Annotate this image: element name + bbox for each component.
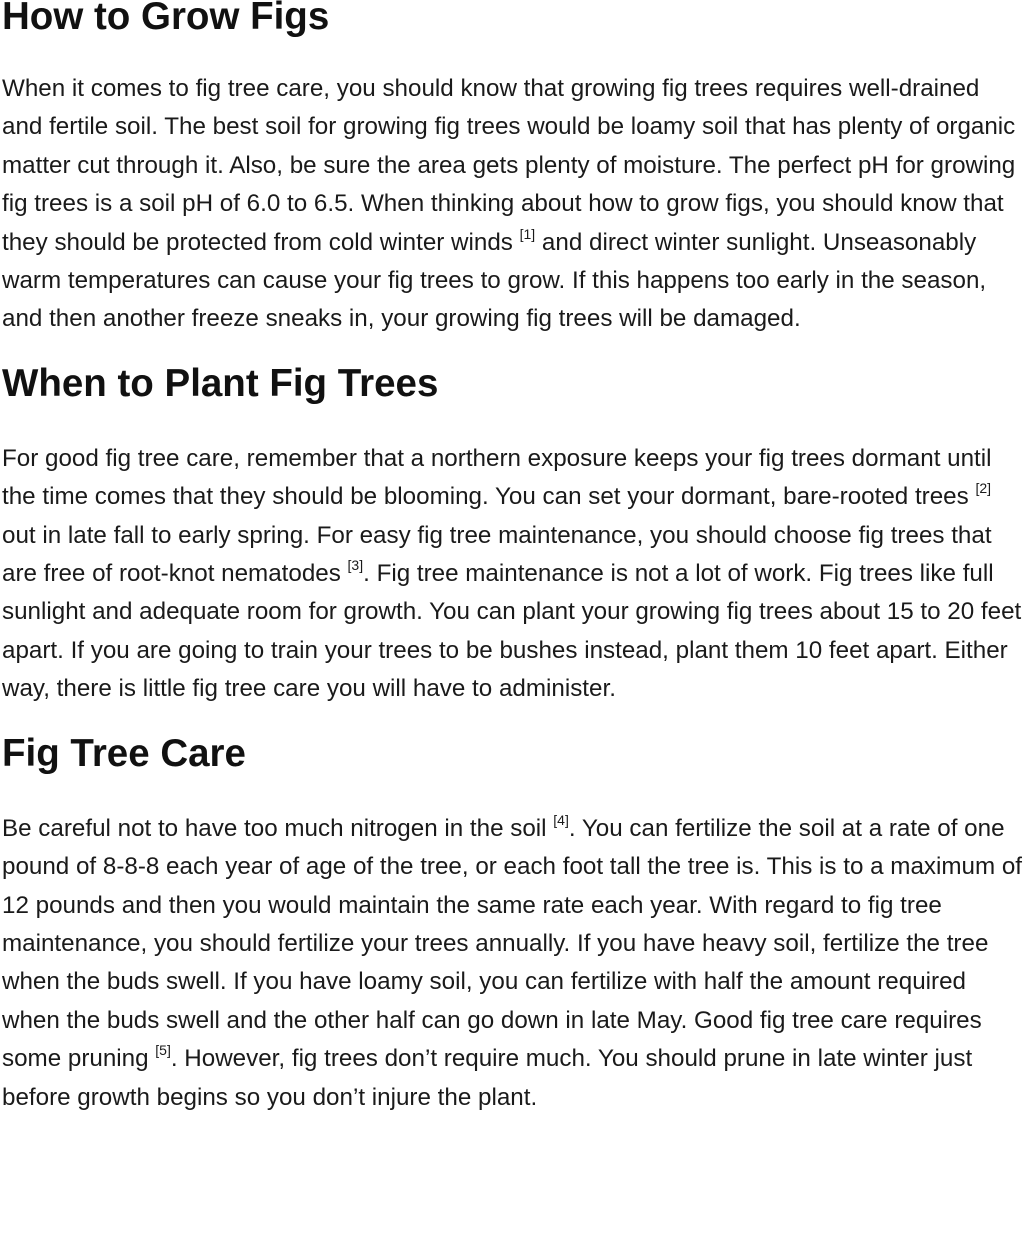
section-heading-when-to-plant: When to Plant Fig Trees [2, 361, 439, 405]
article [2, 0, 1022, 1117]
section-paragraph-how-to-grow-figs [2, 70, 1022, 339]
section-paragraph-when-to-plant [2, 440, 1022, 709]
footnote-ref-3[interactable]: [3] [347, 557, 364, 573]
section-heading-fig-tree-care: Fig Tree Care [2, 731, 246, 775]
paragraph-text: . Fig tree maintenance is not a lot of work. Fig trees like full sunlight and adequate room for growth. You can plant your growing fig trees about 15 to 20 feet apart. If you are going to train your trees to be bushes instead, plant them 10 feet apart. Either way, there is little fig tree care you will have to administer. [2, 560, 1022, 703]
paragraph-text: For good fig tree care, remember that a northern exposure keeps your fig trees dormant until the time comes that they should be blooming. You can set your dormant, bare-rooted trees [2, 444, 992, 511]
paragraph-text: and direct winter sunlight. Unseasonably warm temperatures can cause your fig trees to grow. If this happens too early in the season, and then another freeze sneaks in, your growing fig trees will be damaged. [2, 228, 987, 333]
paragraph-text: Be careful not to have too much nitrogen in the soil [2, 814, 554, 842]
footnote-ref-2[interactable]: [2] [975, 480, 992, 497]
paragraph-text: When it comes to fig tree care, you should know that growing fig trees requires well-drained and fertile soil. The best soil for growing fig trees would be loamy soil that has plenty of organic matter cut through it. Also, be sure the area gets plenty of moisture. The perfect pH for growing fig trees is a soil pH of 6.0 to 6.5. When thinking about how to grow figs, you should know that they should be protected from cold winter winds [2, 75, 1016, 256]
paragraph-text: . However, fig trees don’t require much. You should prune in late winter just before growth begins so you don’t injure the plant. [2, 1045, 973, 1111]
footnote-ref-1[interactable]: [1] [519, 225, 536, 242]
section-paragraph-fig-tree-care [2, 810, 1022, 1117]
footnote-ref-4[interactable]: [4] [553, 811, 569, 828]
footnote-ref-5[interactable]: [5] [155, 1042, 171, 1059]
paragraph-text: . You can fertilize the soil at a rate of one pound of 8-8-8 each year of age of the tree, or each foot tall the tree is. This is to a maximum of 12 pounds and then you would maintain the same rate each year. With regard to fig tree maintenance, you should fertilize your trees annually. If you have heavy soil, fertilize the tree when the buds swell. If you have loamy soil, you can fertilize with half the amount required when the buds swell and the other half can go down in late May. Good fig tree care requires some pruning [2, 814, 1023, 1073]
paragraph-text: out in late fall to early spring. For easy fig tree maintenance, you should choose fig trees that are free of root-knot nematodes [2, 521, 992, 588]
section-heading-how-to-grow-figs: How to Grow Figs [2, 0, 330, 38]
